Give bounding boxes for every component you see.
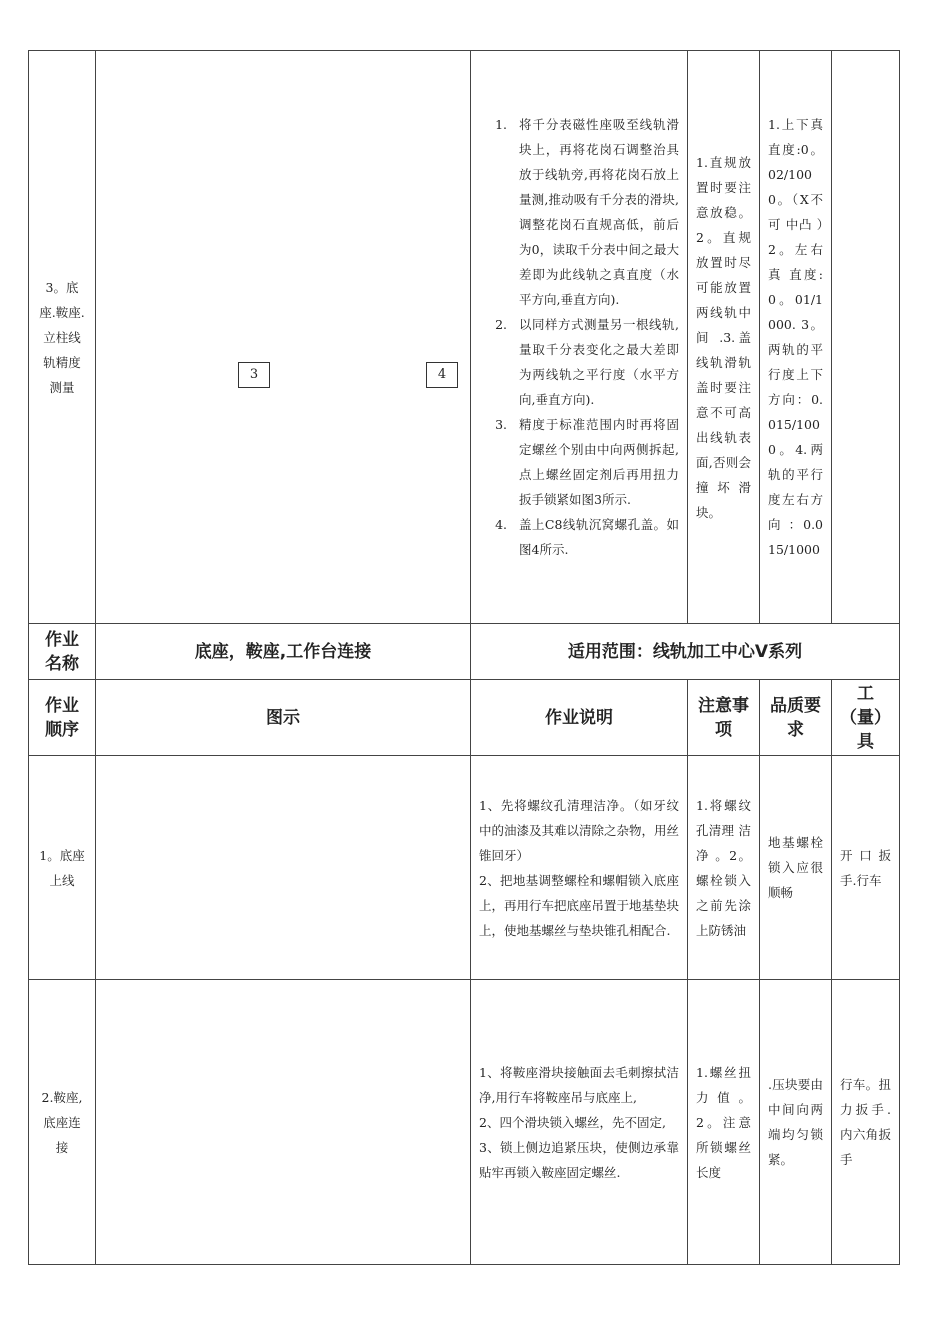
tools-cell: 行车。扭力扳手.内六角扳手 [832, 980, 900, 1265]
list-item: 2、把地基调整螺栓和螺帽锁入底座上，再用行车把底座吊置于地基垫块上，使地基螺丝与垫块锥孔相配合. [479, 872, 680, 938]
list-item: 2、四个滑块锁入螺丝，先不固定, [479, 1114, 666, 1130]
list-item: 1. 将千分表磁性座吸至线轨滑块上，再将花岗石调整治具放于线轨旁,再将花岗石放上量测,推动吸有千分表的滑块,调整花岗石直规高低，前后为0，读取千分表中间之最大差即为此线轨之真直度（水平方向,垂直方向). [511, 112, 679, 312]
list-item: 3. 精度于标准范围内时再将固定螺丝个别由中向两侧拆起,点上螺丝固定剂后再用扭力扳手锁紧如图3所示. [511, 412, 679, 512]
list-item: 3、锁上侧边追紧压块，使侧边承靠贴牢再锁入鞍座固定螺丝. [479, 1139, 679, 1180]
quality-cell: 地基螺栓锁入应很顺畅 [760, 756, 832, 980]
column-header: 作业顺序 [29, 680, 96, 756]
step-sequence: 1。底座上线 [29, 756, 96, 980]
figure-cell [96, 756, 471, 980]
column-header: 注意事项 [688, 680, 760, 756]
tools-cell: 开口扳手.行车 [832, 756, 900, 980]
operation-description [471, 51, 688, 624]
figure-label-4: 4 [426, 362, 458, 388]
step-sequence: 3。底座.鞍座.立柱线轨精度测量 [29, 51, 96, 624]
table-row [29, 980, 900, 1265]
quality-cell: 1.上下真 直度:0。02/1000。（X不可 中凸 ）2。左右真 直度:0。01/1000. 3。两轨的平行度上下方向：0.015/1000。4.两轨的平行度左右方向 ：0.015/1000 [760, 51, 832, 624]
name-label: 作业名称 [29, 624, 96, 680]
tools-cell [832, 51, 900, 624]
list-item: 2. 以同样方式测量另一根线轨,量取千分表变化之最大差即为两线轨之平行度（水平方向,垂直方向). [511, 312, 679, 412]
column-header: 品质要求 [760, 680, 832, 756]
notes-cell: 1.直规放置时要注意放稳。2。直规放置时尽可能放置两线轨中间 .3.盖线轨滑轨盖时要注意不可高出线轨表面,否则会撞坏滑块。 [688, 51, 760, 624]
notes-cell: 1.将螺纹孔清理 洁净 。2。螺栓锁入之前先涂上防锈油 [688, 756, 760, 980]
operation-description [471, 756, 688, 980]
column-header: 作业说明 [471, 680, 688, 756]
operation-name: 底座，鞍座,工作台连接 [96, 624, 471, 680]
table-row [29, 624, 900, 680]
list-item: 1、先将螺纹孔清理洁净。（如牙纹中的油漆及其难以清除之杂物，用丝锥回牙） [479, 797, 680, 863]
quality-cell: .压块要由中间向两端均匀锁紧。 [760, 980, 832, 1265]
operation-description [471, 980, 688, 1265]
column-header: 图示 [96, 680, 471, 756]
table-row [29, 51, 900, 624]
figure-cell [96, 980, 471, 1265]
list-item: 4. 盖上C8线轨沉窝螺孔盖。如图4所示. [511, 512, 679, 562]
list-item: 1、将鞍座滑块接触面去毛刺擦拭洁净,用行车将鞍座吊与底座上, [479, 1064, 679, 1105]
figure-cell [96, 51, 471, 624]
work-instruction-table [28, 50, 900, 1265]
column-header: 工（量）具 [832, 680, 900, 756]
step-sequence: 2.鞍座,底座连接 [29, 980, 96, 1265]
scope: 适用范围：线轨加工中心Ⅴ系列 [471, 624, 900, 680]
figure-label-3: 3 [238, 362, 270, 388]
notes-cell: 1.螺丝扭 力值。2。注意所锁螺丝长度 [688, 980, 760, 1265]
column-header-row [29, 680, 900, 756]
table-row [29, 756, 900, 980]
